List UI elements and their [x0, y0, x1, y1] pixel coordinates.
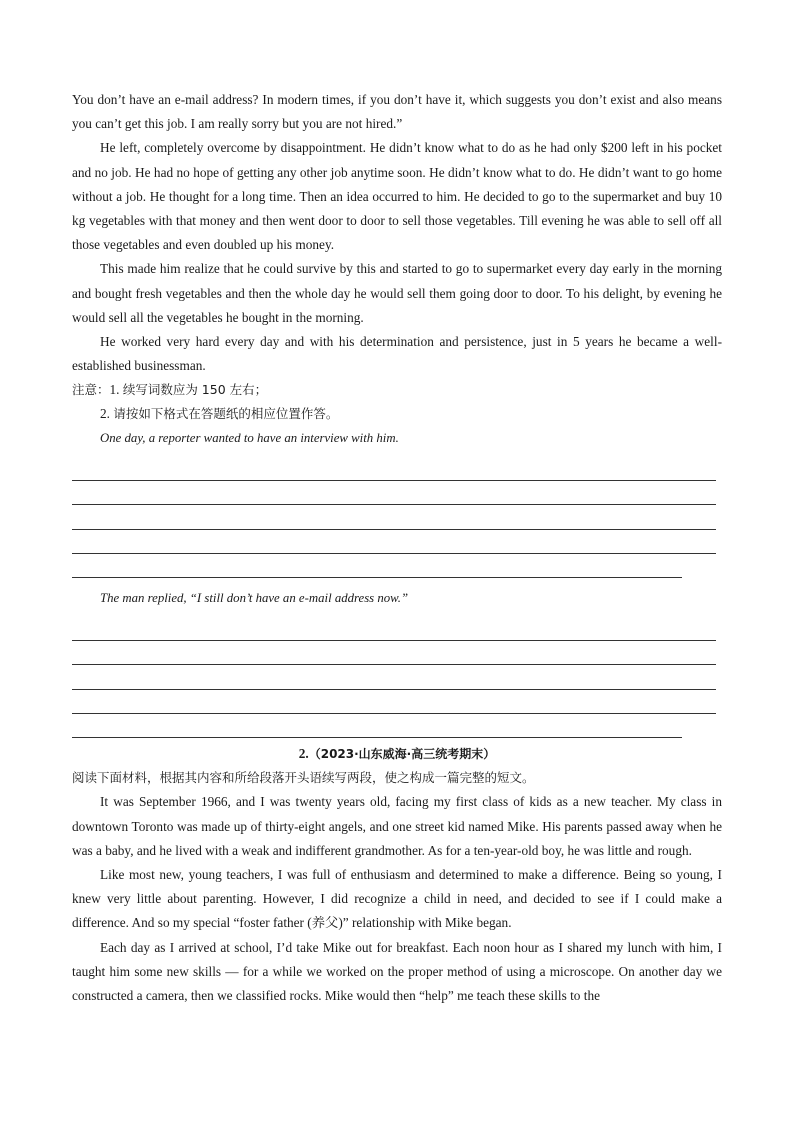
answer-line[interactable] [72, 456, 716, 480]
continuation-prompt-1: One day, a reporter wanted to have an interview with him. [100, 431, 399, 446]
paragraph-1: You don’t have an e-mail address? In modern times, if you don’t have it, which suggests you don’t exist and also means you can’t get this job. I am really sorry but you are not hired.” [72, 92, 722, 132]
note-item-1 [72, 378, 722, 402]
answer-line[interactable] [72, 641, 716, 665]
q2-paragraph-2: Like most new, young teachers, I was full of enthusiasm and determined to make a difference. Being so young, I knew very little about parenting. However, I did recognize a child in need, and decided to see if I could make a difference. And so my special “foster father (养父)” relationship with Mike began. [72, 866, 722, 931]
paragraph-3: This made him realize that he could survive by this and started to go to supermarket every day early in the morning and bought fresh vegetables and then the whole day he would sell them going door to door. To his delight, by evening he would sell all the vegetables he bought in the morning. [72, 261, 722, 325]
q2-paragraph-3: Each day as I arrived at school, I’d take Mike out for breakfast. Each noon hour as I shared my lunch with him, I taught him some new skills — for a while we worked on the proper method of using a microscope. On another day we constructed a camera, then we classified rocks. Mike would then “help” me teach these skills to the [72, 939, 722, 1003]
page-content [72, 88, 722, 1008]
answer-line[interactable] [72, 505, 716, 529]
answer-lines-1[interactable] [72, 456, 722, 578]
answer-lines-2[interactable] [72, 616, 722, 738]
question-source: （2023·山东威海·高三统考期末） [308, 747, 496, 762]
question-2-title [72, 742, 722, 766]
note-1-number: 1. [109, 382, 120, 398]
answer-line[interactable] [72, 530, 716, 554]
answer-line[interactable] [72, 714, 682, 738]
answer-line[interactable] [72, 690, 716, 714]
question-instruction: 阅读下面材料，根据其内容和所给段落开头语续写两段，使之构成一篇完整的短文。 [72, 770, 535, 786]
paragraph-2: He left, completely overcome by disappointment. He didn’t know what to do as he had only $200 left in his pocket and no job. He had no hope of getting any other job anytime soon. He didn’t know what to do. He didn’t want to go home without a job. He thought for a long time. Then an idea occurred to him. He decided to go to the supermarket and buy 10 kg vegetables with that money and then went door to door to sell those vegetables. Till evening he was able to sell off all those vegetables and even doubled up his money. [72, 140, 722, 253]
note-1-text: 续写词数应为 150 左右； [122, 382, 268, 398]
note-label: 注意： [72, 382, 110, 398]
note-2-text: 请按如下格式在答题纸的相应位置作答。 [113, 406, 339, 422]
note-2-number: 2. [100, 406, 110, 422]
continuation-prompt-2: The man replied, “I still don’t have an e-mail address now.” [100, 591, 409, 606]
answer-line[interactable] [72, 665, 716, 689]
question-number: 2. [298, 746, 309, 762]
answer-line[interactable] [72, 616, 716, 640]
q2-paragraph-1: It was September 1966, and I was twenty years old, facing my first class of kids as a new teacher. My class in downtown Toronto was made up of thirty-eight angels, and one street kid named Mike. His parents passed away when he was a baby, and he lived with a weak and indifferent grandmother. As for a ten-year-old boy, he was little and rough. [72, 794, 722, 858]
answer-line[interactable] [72, 554, 682, 578]
note-item-2 [72, 402, 722, 426]
answer-line[interactable] [72, 481, 716, 505]
paragraph-4: He worked very hard every day and with his determination and persistence, just in 5 years he became a well-established businessman. [72, 334, 722, 374]
